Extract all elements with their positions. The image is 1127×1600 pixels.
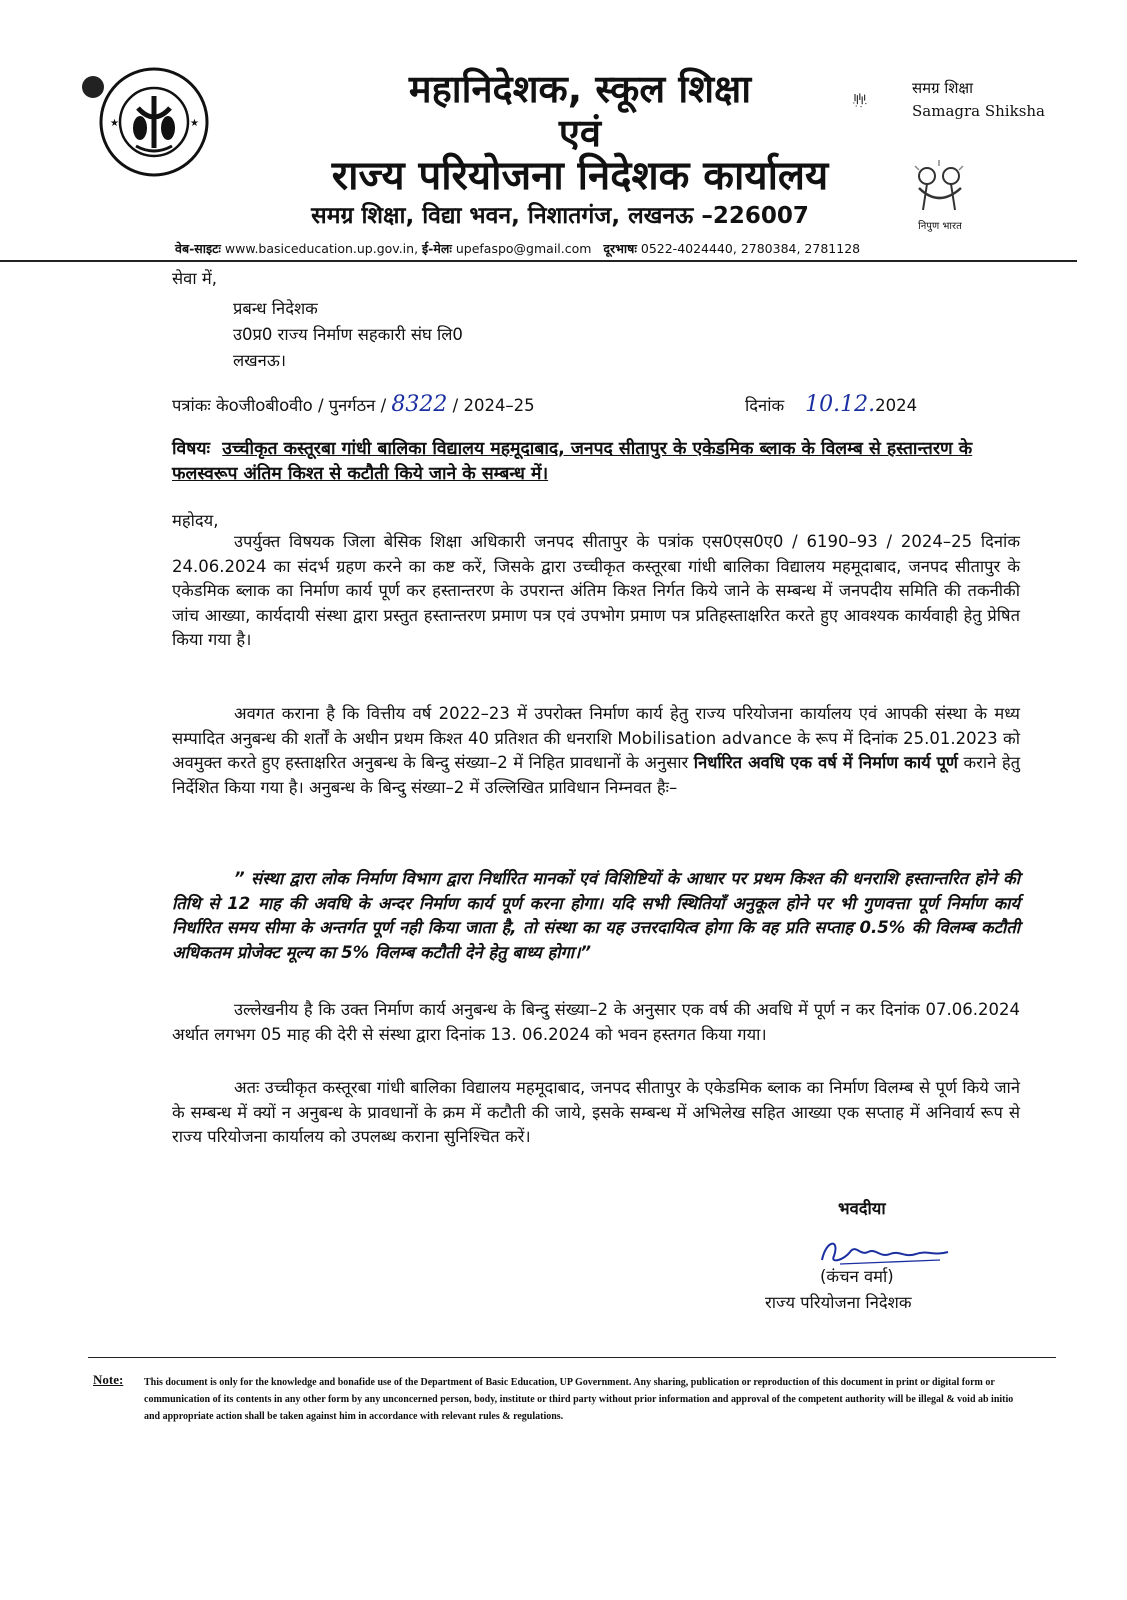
phone-label: दूरभाषः [603, 241, 637, 256]
paragraph-2-part-a: अवगत कराना है कि वित्तीय वर्ष 2022–23 में उपरोक्त निर्माण कार्य हेतु राज्य परियोजना कार्यालय एवं आपकी संस्था के मध्य सम्पादित अनुबन्ध की शर्तों के अधीन प्रथम किश्त 40 प्रतिशत की धनराशि Mobilisation advance के रूप में दिनांक 25.01.2023 को अवमुक्त करते हुए हस्ताक्षरित अनुबन्ध के बिन्दु संख्या–2 में निहित प्रावधानों के अनुसार [172, 704, 1020, 773]
reference-prefix: पत्रांकः केoजीoबीoवीo / पुनर्गठन / [172, 396, 387, 415]
recipient-line3: लखनऊ। [233, 351, 287, 370]
email-link[interactable]: upefaspo@gmail.com [455, 241, 592, 256]
reference-suffix: / 2024–25 [452, 396, 535, 415]
email-label: ई-मेलः [422, 241, 452, 256]
salutation-to: सेवा में, [172, 269, 217, 288]
website-link[interactable]: www.basiceducation.up.gov.in, [224, 241, 419, 256]
up-government-emblem [98, 66, 210, 178]
date-handwritten: 10.12. [805, 392, 876, 417]
contract-clause-quote: ” संस्था द्वारा लोक निर्माण विभाग द्वारा निर्धारित मानकों एवं विशिष्टियों के आधार पर प्रथम किश्त की धनराशि हस्तान्तरित होने की तिथि से 12 माह की अवधि के अन्दर निर्माण कार्य पूर्ण करना होगा। यदि सभी स्थितियाँ अनुकूल होने पर भी गुणवत्ता पूर्ण निर्माण कार्य निर्धारित समय सीमा के अन्तर्गत पूर्ण नही किया जाता है, तो संस्था का यह उत्तरदायित्व होगा कि वह प्रति सप्ताह 0.5% की विलम्ब कटौती अधिकतम प्रोजेक्ट मूल्य का 5% विलम्ब कटौती देने हेतु बाध्य होगा।” [172, 869, 1020, 962]
recipient-line1: प्रबन्ध निदेशक [233, 299, 318, 318]
office-title-line1: महानिदेशक, स्कूल शिक्षा [408, 67, 752, 111]
signatory-name: (कंचन वर्मा) [820, 1267, 894, 1286]
reference-handwritten-number: 8322 [391, 392, 448, 417]
samagra-shiksha-hindi-label: समग्र शिक्षा [912, 79, 974, 97]
subject-text: उच्चीकृत कस्तूरबा गांधी बालिका विद्यालय महमूदाबाद, जनपद सीतापुर के एकेडमिक ब्लाक के विलम्ब से हस्तान्तरण के फलस्वरूप अंतिम किश्त से कटौती किये जाने के सम्बन्ध में। [172, 439, 973, 484]
paragraph-3: उल्लेखनीय है कि उक्त निर्माण कार्य अनुबन्ध के बिन्दु संख्या–2 के अनुसार एक वर्ष की अवधि में पूर्ण न कर दिनांक 07.06.2024 अर्थात लगभग 05 माह की देरी से संस्था द्वारा दिनांक 13. 06.2024 को भवन हस्तगत किया गया। [172, 1000, 1020, 1044]
web-label: वेब-साइटः [175, 241, 221, 256]
nipun-bharat-logo-icon [905, 158, 975, 218]
paragraph-2-part-b: कराने हेतु निर्देशित किया गया है। अनुबन्ध के बिन्दु संख्या–2 में उल्लिखित प्राविधान निम्नवत हैः– [172, 753, 1020, 797]
samagra-shiksha-logo-icon [852, 70, 912, 130]
date-label: दिनांक [745, 396, 785, 415]
recipient-line2: उ0प्र0 राज्य निर्माण सहकारी संघ लि0 [233, 325, 463, 344]
office-address: समग्र शिक्षा, विद्या भवन, निशातगंज, लखनऊ –226007 [311, 203, 809, 229]
paragraph-4: अतः उच्चीकृत कस्तूरबा गांधी बालिका विद्यालय महमूदाबाद, जनपद सीतापुर के एकेडमिक ब्लाक का निर्माण विलम्ब से पूर्ण किये जाने के सम्बन्ध में क्यों न अनुबन्ध के प्रावधानों के क्रम में कटौती की जाये, इसके सम्बन्ध में अभिलेख सहित आख्या एक सप्ताह में अनिवार्य रूप से राज्य परियोजना कार्यालय को उपलब्ध कराना सुनिश्चित करें। [172, 1078, 1020, 1147]
disclaimer-note: This document is only for the knowledge and bonafide use of the Department of Basic Education, UP Government. Any sharing, publication or reproduction of this document in print or digital form or communication of its contents in any other form by any unconcerned person, body, institute or third party without prior information and approval of the competent authority will be illegal & void ab initio and appropriate action shall be taken against him in accordance with relevant rules & regulations. [144, 1377, 1014, 1422]
note-label: Note: [93, 1372, 124, 1387]
letter-date [745, 392, 917, 417]
footer-divider [88, 1357, 1056, 1358]
paragraph-1: उपर्युक्त विषयक जिला बेसिक शिक्षा अधिकारी जनपद सीतापुर के पत्रांक एस0एस0ए0 / 6190–93 / 2024–25 दिनांक 24.06.2024 का संदर्भ ग्रहण करने का कष्ट करें, जिसके द्वारा उच्चीकृत कस्तूरबा गांधी बालिका विद्यालय महमूदाबाद, जनपद सीतापुर के एकेडमिक ब्लाक का निर्माण कार्य पूर्ण कर हस्तान्तरण के उपरान्त अंतिम किश्त निर्गत किये जाने के सम्बन्ध में जनपदीय समिति की तकनीकी जांच आख्या, कार्यदायी संस्था द्वारा प्रस्तुत हस्तान्तरण प्रमाण पत्र एवं उपभोग प्रमाण पत्र प्रतिहस्ताक्षरित करते हुए आवश्यक कार्यवाही हेतु प्रेषित किया गया है। [172, 532, 1020, 650]
samagra-shiksha-english-label: Samagra Shiksha [912, 102, 1045, 120]
nipun-bharat-label: निपुण भारत [918, 221, 962, 232]
date-year: 2024 [875, 396, 918, 415]
closing-word: भवदीया [838, 1199, 886, 1218]
svg-text:★: ★ [190, 118, 199, 129]
header-divider [0, 260, 1077, 262]
letter-subject [172, 437, 1032, 487]
subject-label: विषयः [172, 439, 211, 459]
office-title-line2: एवं [558, 111, 602, 155]
paragraph-2 [172, 702, 1020, 800]
office-title-line3: राज्य परियोजना निदेशक कार्यालय [331, 153, 829, 199]
greeting: महोदय, [172, 511, 219, 530]
svg-text:★: ★ [110, 118, 119, 129]
letter-reference [172, 392, 535, 417]
phone-numbers: 0522-4024440, 2780384, 2781128 [640, 241, 861, 256]
paragraph-2-emphasis: निर्धारित अवधि एक वर्ष में निर्माण कार्य पूर्ण [693, 753, 958, 773]
contact-line [175, 240, 1075, 257]
signatory-designation: राज्य परियोजना निदेशक [765, 1293, 912, 1312]
